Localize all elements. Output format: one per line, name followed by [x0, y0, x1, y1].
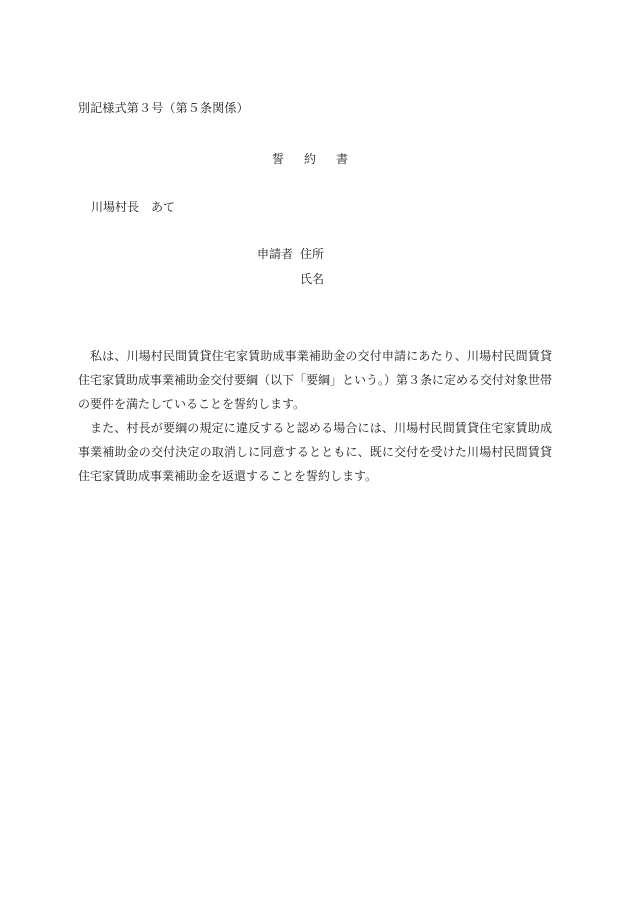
applicant-address-line [257, 245, 324, 262]
address-label: 住所 [300, 247, 325, 261]
pledge-paragraph-1: 私は、川場村民間賃貸住宅家賃助成事業補助金の交付申請にあたり、川場村民間賃貸住宅家賃助成事業補助金交付要綱（以下「要綱」という。）第３条に定める交付対象世帯の要件を満たしていることを誓約します。 [78, 349, 553, 411]
document-title: 誓約書 [272, 152, 369, 166]
applicant-label: 申請者 [257, 247, 294, 261]
pledge-paragraph-2: また、村長が要綱の規定に違反すると認める場合には、川場村民間賃貸住宅家賃助成事業補助金の交付決定の取消しに同意するとともに、既に交付を受けた川場村民間賃貸住宅家賃助成事業補助金を返還することを誓約します。 [78, 421, 552, 483]
form-number-label: 別記様式第３号（第５条関係） [78, 101, 249, 115]
name-label: 氏名 [300, 272, 325, 286]
addressee: 川場村長 あて [91, 200, 176, 214]
